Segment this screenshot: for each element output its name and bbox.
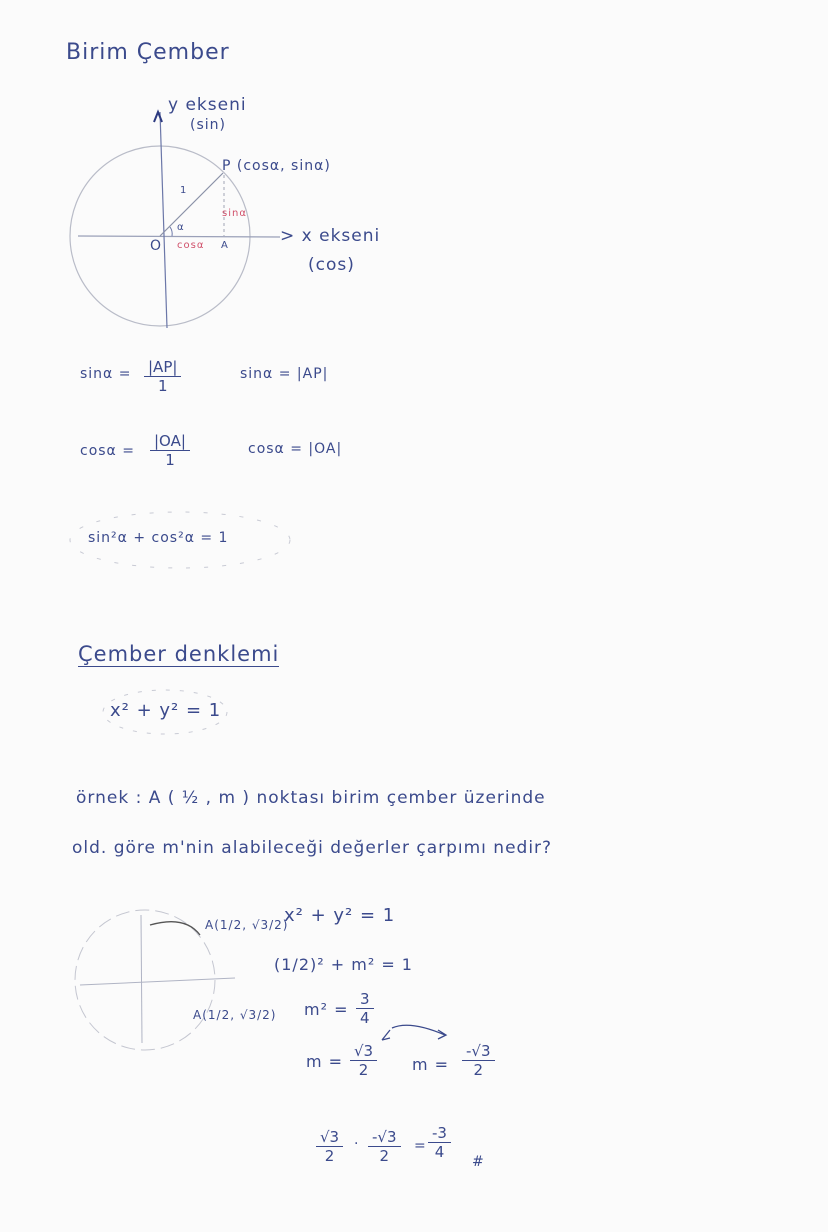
- point-a-top: A(1/2, √3/2): [205, 918, 289, 932]
- example-x-axis: [80, 978, 235, 985]
- denominator: 4: [360, 1009, 370, 1027]
- pythagorean-identity: sin²α + cos²α = 1: [88, 530, 229, 546]
- step-m-squared-fraction: [356, 990, 374, 1027]
- cos-definition-fraction: [150, 432, 190, 469]
- denominator: 1: [157, 377, 168, 395]
- page-title: Birim Çember: [66, 40, 230, 65]
- step-equation: x² + y² = 1: [284, 905, 396, 926]
- y-axis-label: y ekseni: [168, 95, 247, 115]
- end-mark: #: [472, 1154, 485, 1170]
- product-dot: ·: [354, 1136, 360, 1152]
- numerator: |AP|: [144, 358, 181, 377]
- cos-definition-lhs: cosα =: [80, 443, 135, 459]
- product-result: [428, 1124, 451, 1161]
- root-positive-fraction: [350, 1042, 377, 1079]
- sin-segment-label: sinα: [222, 208, 247, 219]
- point-p-label: P (cosα, sinα): [222, 158, 331, 174]
- denominator: 4: [434, 1143, 445, 1161]
- numerator: |OA|: [150, 432, 190, 451]
- example-question-line1: örnek : A ( ½ , m ) noktası birim çember üzerinde: [76, 788, 546, 808]
- x-axis-label: > x ekseni: [280, 226, 381, 246]
- sin-definition-fraction: [144, 358, 181, 395]
- product-first-factor: [316, 1128, 343, 1165]
- sin-result: sinα = |AP|: [240, 366, 329, 382]
- cos-result: cosα = |OA|: [248, 441, 343, 457]
- radius-line: [160, 173, 223, 236]
- y-axis-sublabel: (sin): [190, 117, 226, 133]
- angle-arc: [170, 227, 172, 236]
- step-substitution: (1/2)² + m² = 1: [274, 955, 413, 974]
- radius-label: 1: [180, 185, 188, 196]
- numerator: 3: [356, 990, 374, 1009]
- circle-equation: x² + y² = 1: [110, 700, 222, 721]
- arrow-left-icon: [382, 1030, 390, 1040]
- y-arrow-icon: [154, 112, 162, 122]
- example-y-axis: [141, 915, 142, 1043]
- example-arc-stroke: [150, 922, 200, 935]
- point-a-bottom: A(1/2, √3/2): [193, 1008, 277, 1022]
- numerator: -3: [428, 1124, 451, 1143]
- denominator: 2: [379, 1147, 390, 1165]
- denominator: 2: [324, 1147, 335, 1165]
- product-equals: =: [414, 1138, 427, 1154]
- cos-segment-label: cosα: [177, 240, 205, 251]
- numerator: -√3: [462, 1042, 495, 1061]
- root-negative-lhs: m =: [412, 1055, 450, 1074]
- root-positive-lhs: m =: [306, 1052, 344, 1071]
- denominator: 2: [473, 1061, 484, 1079]
- numerator: -√3: [368, 1128, 401, 1147]
- origin-label: O: [150, 238, 163, 254]
- arrow-right-icon: [392, 1025, 446, 1039]
- product-second-factor: [368, 1128, 401, 1165]
- point-a-label: A: [221, 240, 229, 251]
- y-axis-line: [160, 112, 167, 328]
- numerator: √3: [316, 1128, 343, 1147]
- root-negative-fraction: [462, 1042, 495, 1079]
- denominator: 1: [165, 451, 175, 469]
- section-title-circle-equation: Çember denklemi: [78, 642, 280, 666]
- example-question-line2: old. göre m'nin alabileceği değerler çarpımı nedir?: [72, 838, 553, 858]
- x-axis-text: x ekseni: [301, 226, 381, 246]
- step-m-squared-lhs: m² =: [304, 1000, 349, 1019]
- denominator: 2: [358, 1061, 369, 1079]
- sin-definition-lhs: sinα =: [80, 366, 132, 382]
- numerator: √3: [350, 1042, 377, 1061]
- x-axis-sublabel: (cos): [308, 255, 355, 275]
- angle-label: α: [177, 222, 185, 233]
